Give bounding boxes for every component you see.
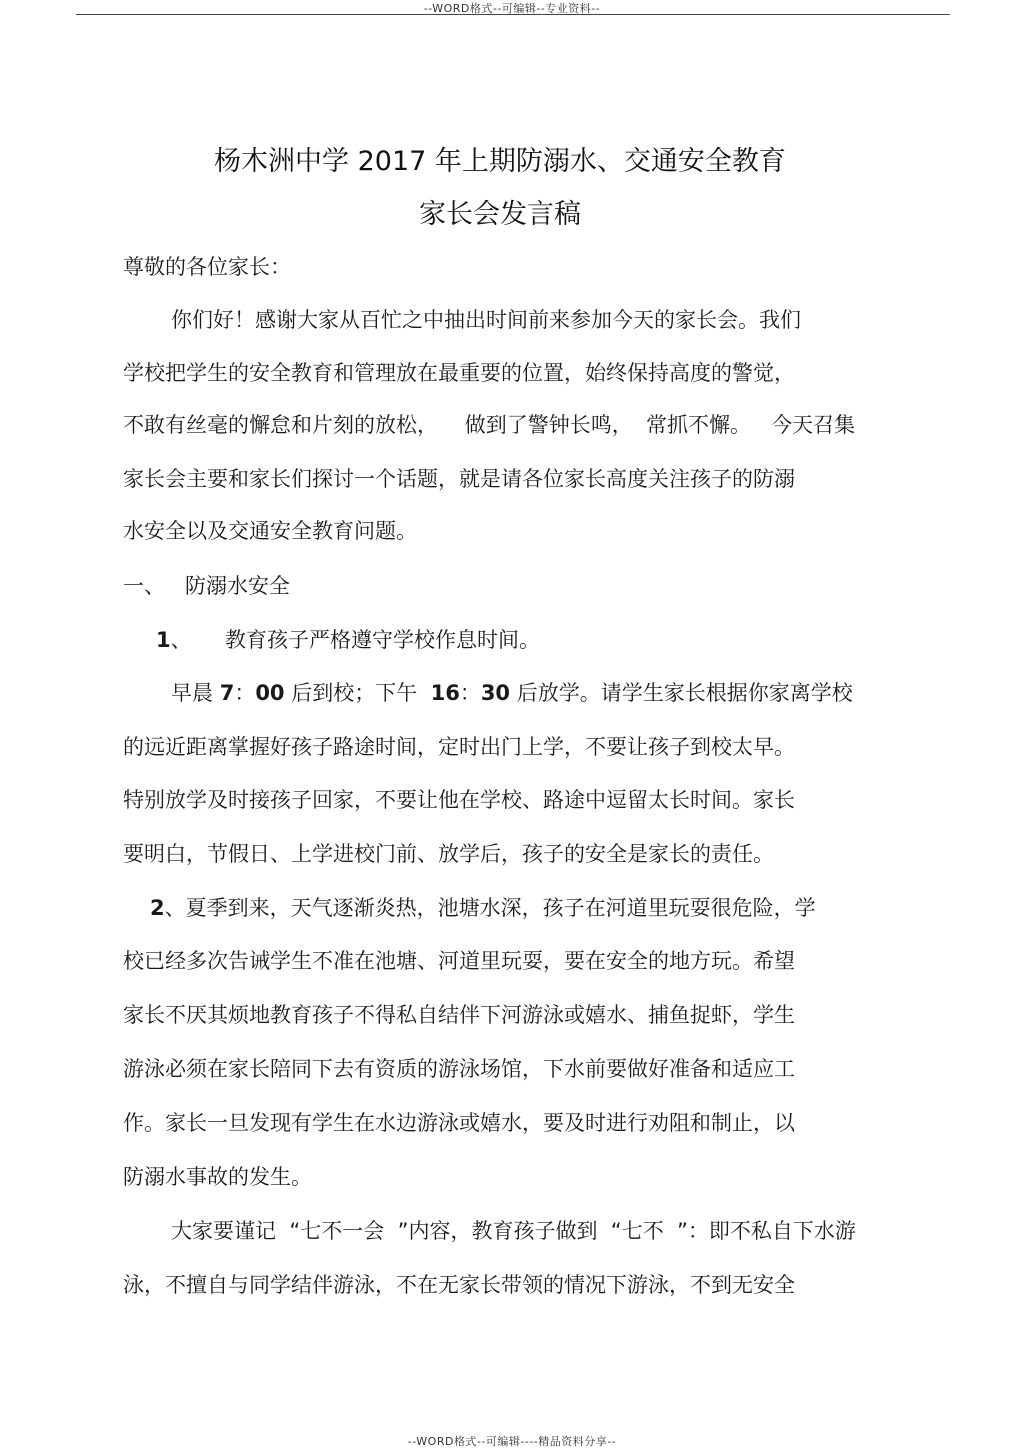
p2-text-e: 后放学。请学生家长根据你家离学校 [510,681,853,705]
p2-text-a: 早晨 [171,681,220,705]
p2-time-3: 16 [430,681,460,705]
header-note: --WORD格式--可编辑--专业资料-- [423,2,601,15]
paragraph-2-line-4: 要明白，节假日、上学进校门前、放学后，孩子的安全是家长的责任。 [123,842,774,866]
item-1 [156,627,540,653]
paragraph-1-line-2: 学校把学生的安全教育和管理放在最重要的位置，始终保持高度的警觉， [123,361,795,385]
p2-text-d: ： [459,681,481,705]
paragraph-3-line-6: 防溺水事故的发生。 [123,1165,312,1189]
paragraph-1-line-3: 不敢有丝毫的懈怠和片刻的放松， 做到了警钟长鸣， 常抓不懈。 今天召集 [123,413,856,437]
paragraph-3-line-2: 校已经多次告诫学生不准在池塘、河道里玩耍，要在安全的地方玩。希望 [123,949,795,973]
paragraph-1-line-5: 水安全以及交通安全教育问题。 [123,519,417,543]
paragraph-3-line-4: 游泳必须在家长陪同下去有资质的游泳场馆，下水前要做好准备和适应工 [123,1057,795,1081]
paragraph-1-line-1: 你们好！感谢大家从百忙之中抽出时间前来参加今天的家长会。我们 [171,308,801,332]
p2-text-c: 后到校；下午 [284,681,431,705]
section-heading-drowning: 一、 防溺水安全 [123,574,291,598]
header-divider [76,14,950,15]
paragraph-3-line-5: 作。家长一旦发现有学生在水边游泳或嬉水，要及时进行劝阻和制止，以 [123,1111,795,1135]
paragraph-2-line-3: 特别放学及时接孩子回家，不要让他在学校、路途中逗留太长时间。家长 [123,788,795,812]
paragraph-2-line-2: 的远近距离掌握好孩子路途时间，定时出门上学，不要让孩子到校太早。 [123,735,795,759]
p2-time-4: 30 [480,681,511,705]
footer-note: --WORD格式--可编辑----精品资料分享-- [407,1435,617,1448]
paragraph-2-line-1 [171,680,853,706]
item-1-text: 、 教育孩子严格遵守学校作息时间。 [170,628,540,652]
item-1-number: 1 [156,628,171,652]
item-2-number: 2 [150,896,165,920]
document-title-line1: 杨木洲中学 2017 年上期防溺水、交通安全教育 [214,146,786,177]
paragraph-3-line-3: 家长不厌其烦地教育孩子不得私自结伴下河游泳或嬉水、捕鱼捉虾，学生 [123,1003,795,1027]
paragraph-4-line-2: 泳，不擅自与同学结伴游泳，不在无家长带领的情况下游泳，不到无安全 [123,1273,795,1297]
document-title-line2: 家长会发言稿 [419,199,581,230]
item-2-text: 、夏季到来，天气逐渐炎热，池塘水深，孩子在河道里玩耍很危险，学 [164,896,816,920]
paragraph-1-line-4: 家长会主要和家长们探讨一个话题，就是请各位家长高度关注孩子的防溺 [123,467,795,491]
p2-time-1: 7 [219,681,235,705]
p2-text-b: ： [234,681,256,705]
item-2 [150,895,816,921]
p2-time-2: 00 [255,681,285,705]
salutation: 尊敬的各位家长： [123,255,291,279]
paragraph-4-line-1: 大家要谨记 “七不一会 ”内容，教育孩子做到 “七不 ”：即不私自下水游 [171,1219,856,1243]
